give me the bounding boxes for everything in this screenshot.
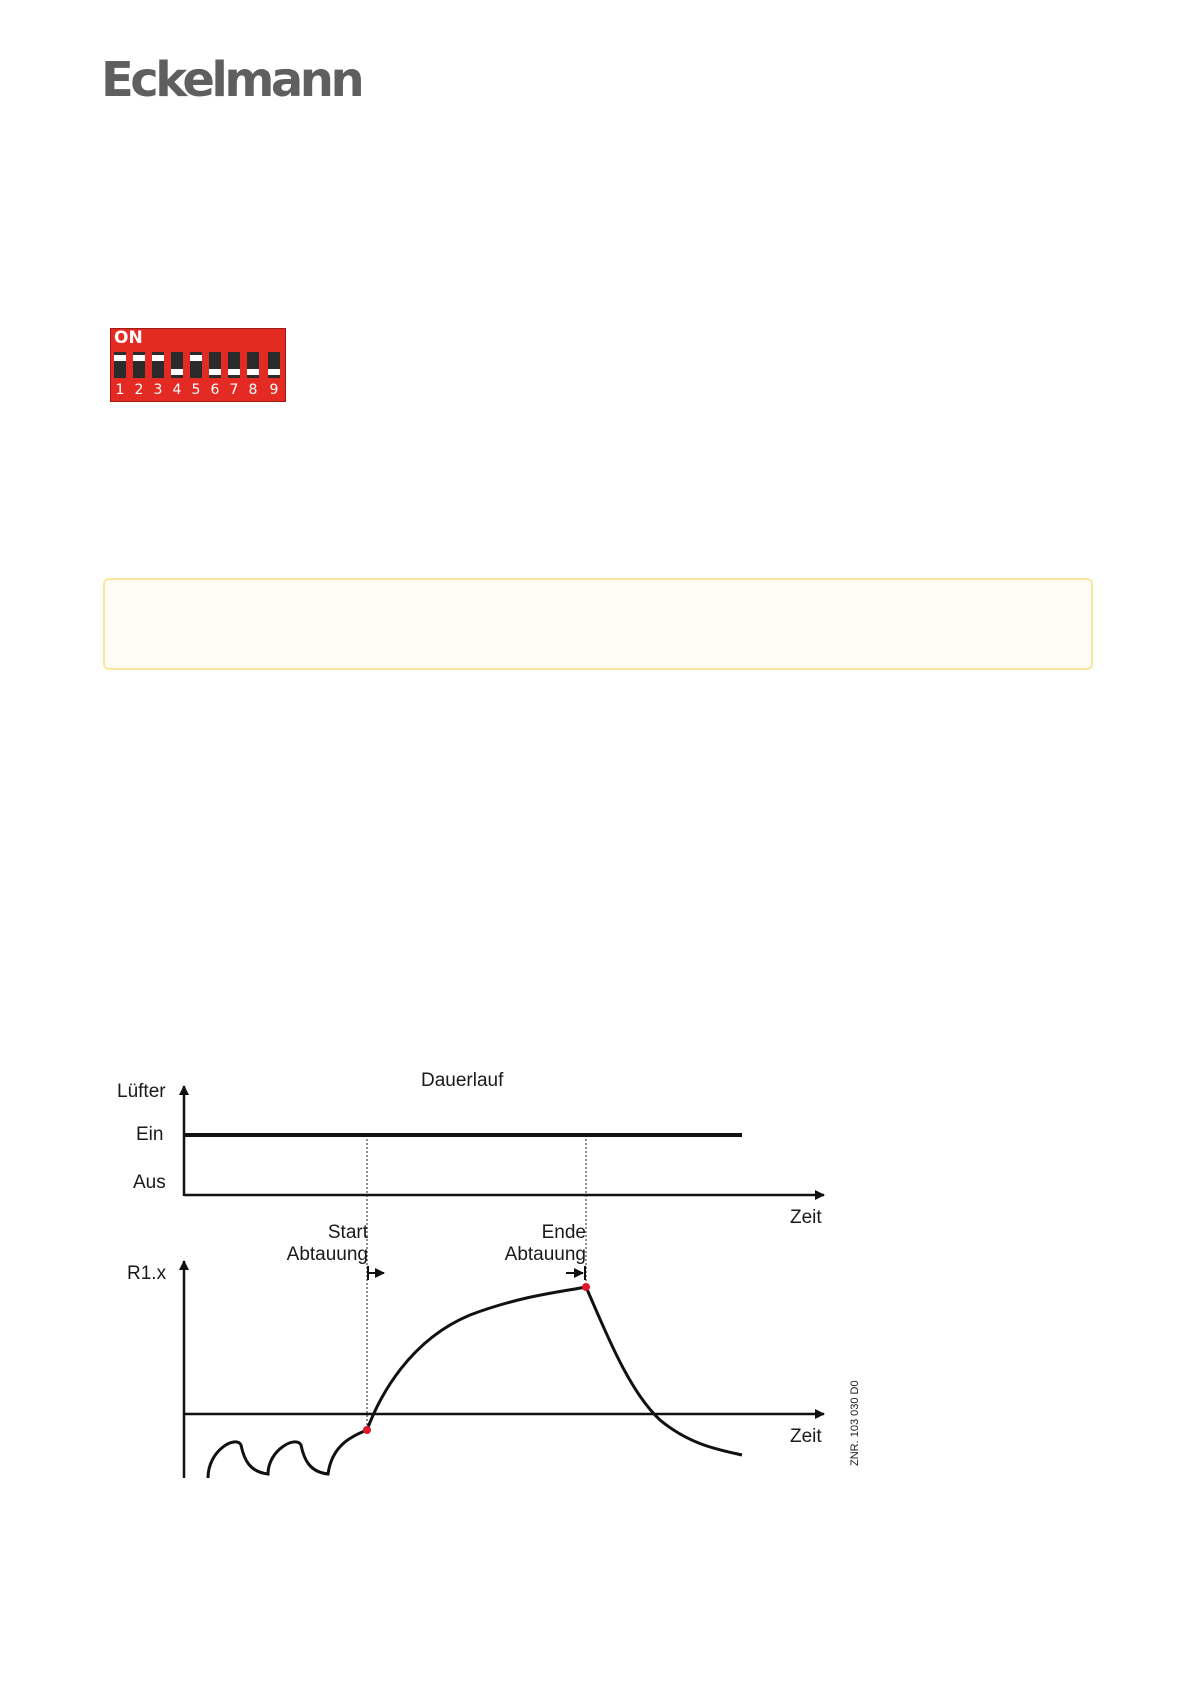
time-label-bottom: Zeit [790, 1426, 822, 1447]
sensor-axis-label: R1.x [127, 1263, 167, 1284]
dip-switch-number: 7 [229, 382, 239, 398]
diagram-title: Dauerlauf [421, 1070, 504, 1091]
drawing-number: ZNR. 103 030 D0 [849, 1380, 861, 1466]
dip-switch-number: 4 [172, 382, 182, 398]
level-on-label: Ein [136, 1124, 164, 1145]
start-defrost-point [363, 1426, 371, 1434]
start-label-1: Start [327, 1222, 368, 1243]
dip-switch-number: 6 [210, 382, 220, 398]
end-defrost-point [582, 1283, 590, 1291]
time-label-top: Zeit [790, 1207, 822, 1228]
dip-on-label: ON [114, 328, 143, 348]
start-label-2: Abtauung [286, 1244, 368, 1265]
dip-switch-number: 8 [248, 382, 258, 398]
end-label-1: Ende [541, 1222, 586, 1243]
eckelmann-logo: Eckelmann [101, 52, 362, 108]
temperature-curve [208, 1287, 742, 1478]
dip-switch-number: 3 [153, 382, 163, 398]
dip-switch-number: 2 [134, 382, 144, 398]
end-label-2: Abtauung [504, 1244, 586, 1265]
level-off-label: Aus [133, 1172, 166, 1193]
fan-axis-label: Lüfter [117, 1081, 166, 1102]
dip-switch-number: 1 [115, 382, 125, 398]
dip-switch-number: 9 [269, 382, 279, 398]
dip-switch-number: 5 [191, 382, 201, 398]
